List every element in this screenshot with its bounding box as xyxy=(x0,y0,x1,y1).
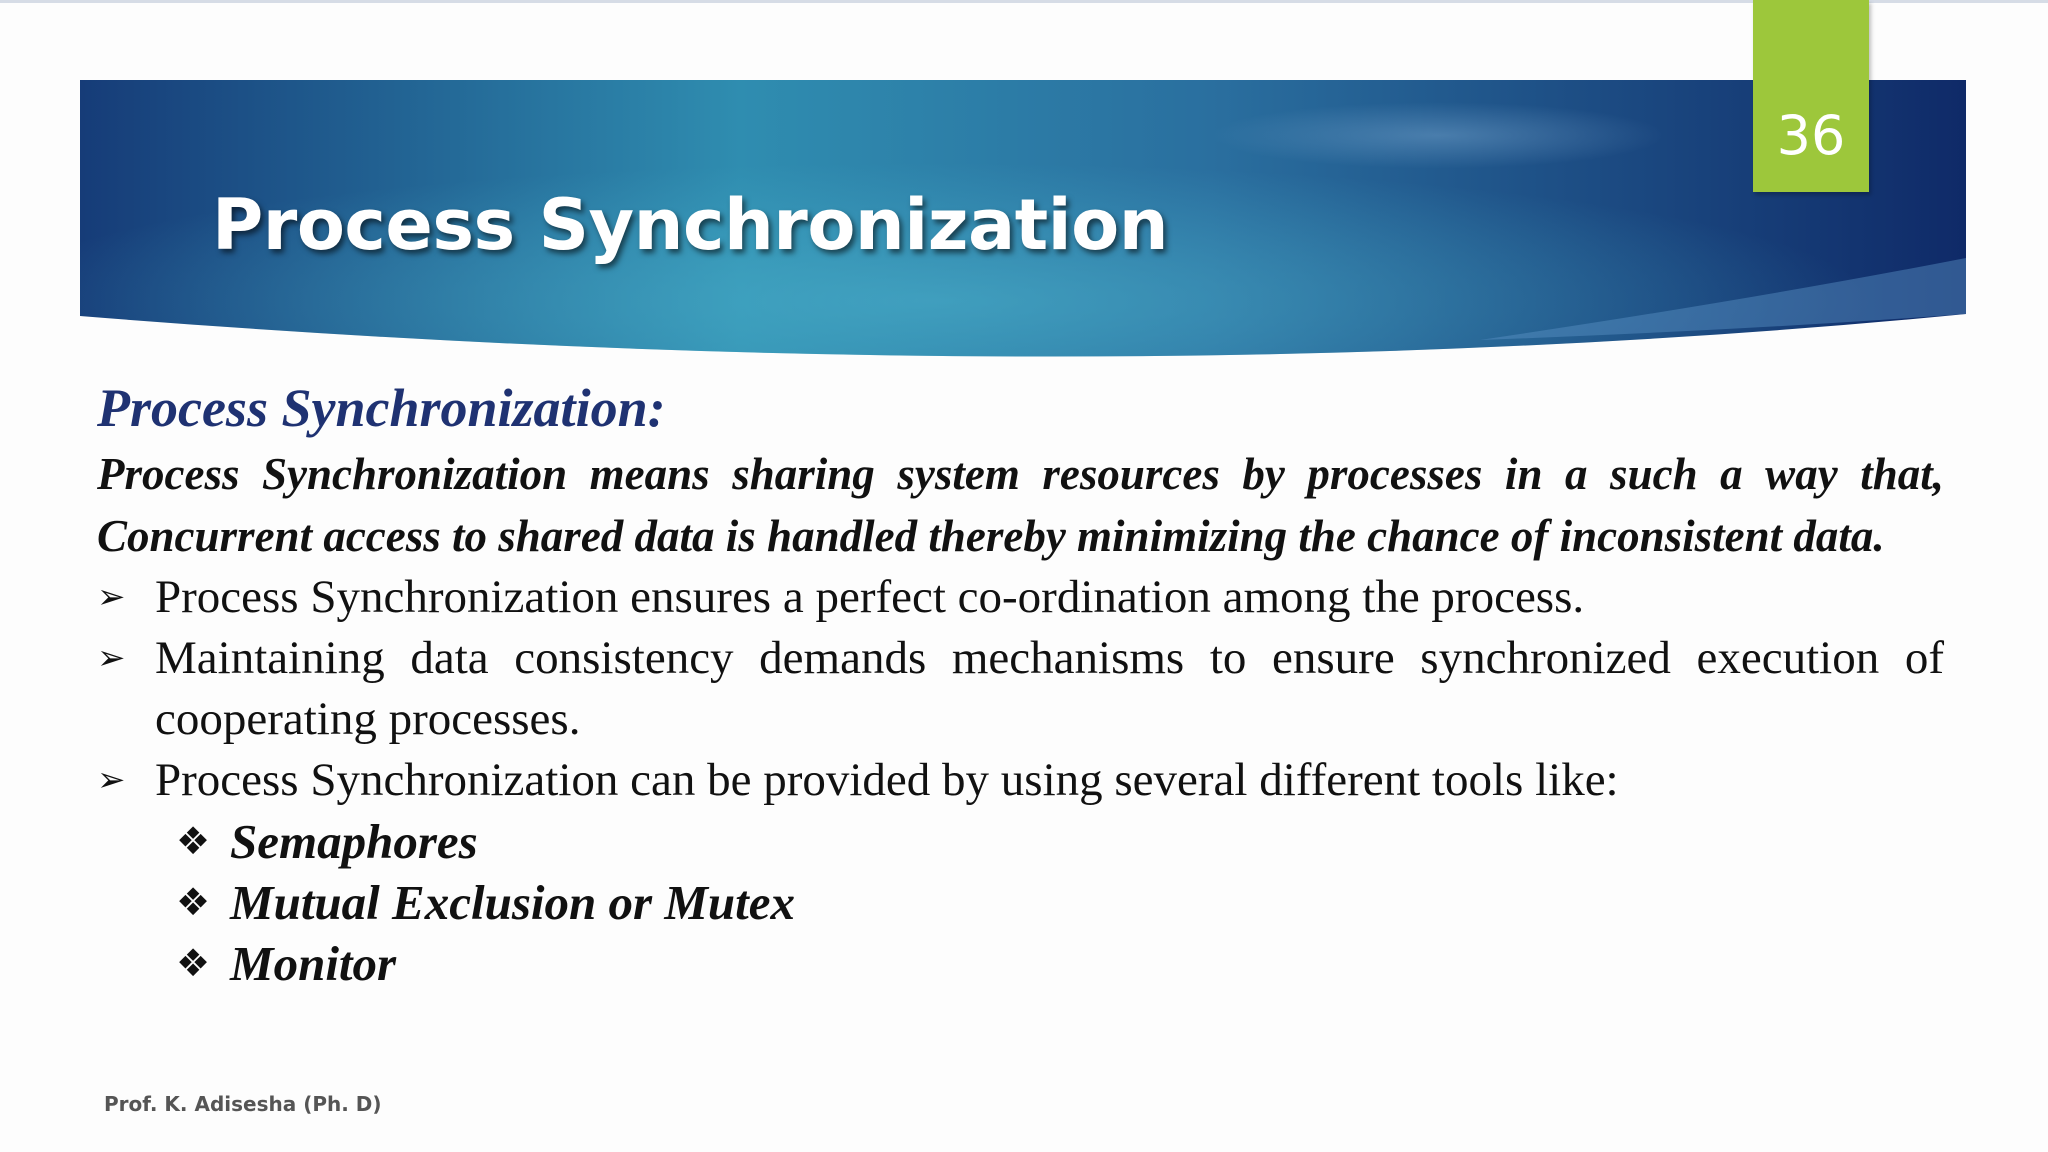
list-item xyxy=(176,933,1944,994)
list-item xyxy=(176,811,1944,872)
section-heading: Process Synchronization: xyxy=(97,378,666,438)
tool-name: Monitor xyxy=(230,936,397,991)
tools-list xyxy=(97,811,1944,994)
arrow-bullet-icon: ➢ xyxy=(97,638,126,678)
definition-paragraph: Process Synchronization means sharing system resources by processes in a such a way that, Concurrent access to shared data is handled thereby minimizing the chance of inconsistent data. xyxy=(97,449,1944,561)
tool-name: Mutual Exclusion or Mutex xyxy=(230,875,796,930)
arrow-bullet-icon: ➢ xyxy=(97,760,126,800)
list-item xyxy=(97,750,1944,811)
slide-number: 36 xyxy=(1776,104,1846,167)
diamond-bullet-icon: ❖ xyxy=(176,819,211,863)
author-footer: Prof. K. Adisesha (Ph. D) xyxy=(104,1092,382,1116)
tool-name: Semaphores xyxy=(230,814,478,869)
bullet-text: Process Synchronization can be provided by using several different tools like: xyxy=(155,754,1619,806)
diamond-bullet-icon: ❖ xyxy=(176,941,211,985)
bullet-list xyxy=(97,567,1944,811)
slide-title: Process Synchronization xyxy=(212,184,1169,266)
list-item xyxy=(176,872,1944,933)
list-item xyxy=(97,628,1944,750)
diamond-bullet-icon: ❖ xyxy=(176,880,211,924)
bullet-text: Process Synchronization ensures a perfect co-ordination among the process. xyxy=(155,571,1585,623)
slide-number-badge xyxy=(1753,0,1869,192)
bullet-text: Maintaining data consistency demands mechanisms to ensure synchronized execution of cooperating processes. xyxy=(155,632,1944,745)
arrow-bullet-icon: ➢ xyxy=(97,577,126,617)
slide-body xyxy=(97,373,1944,994)
list-item xyxy=(97,567,1944,628)
